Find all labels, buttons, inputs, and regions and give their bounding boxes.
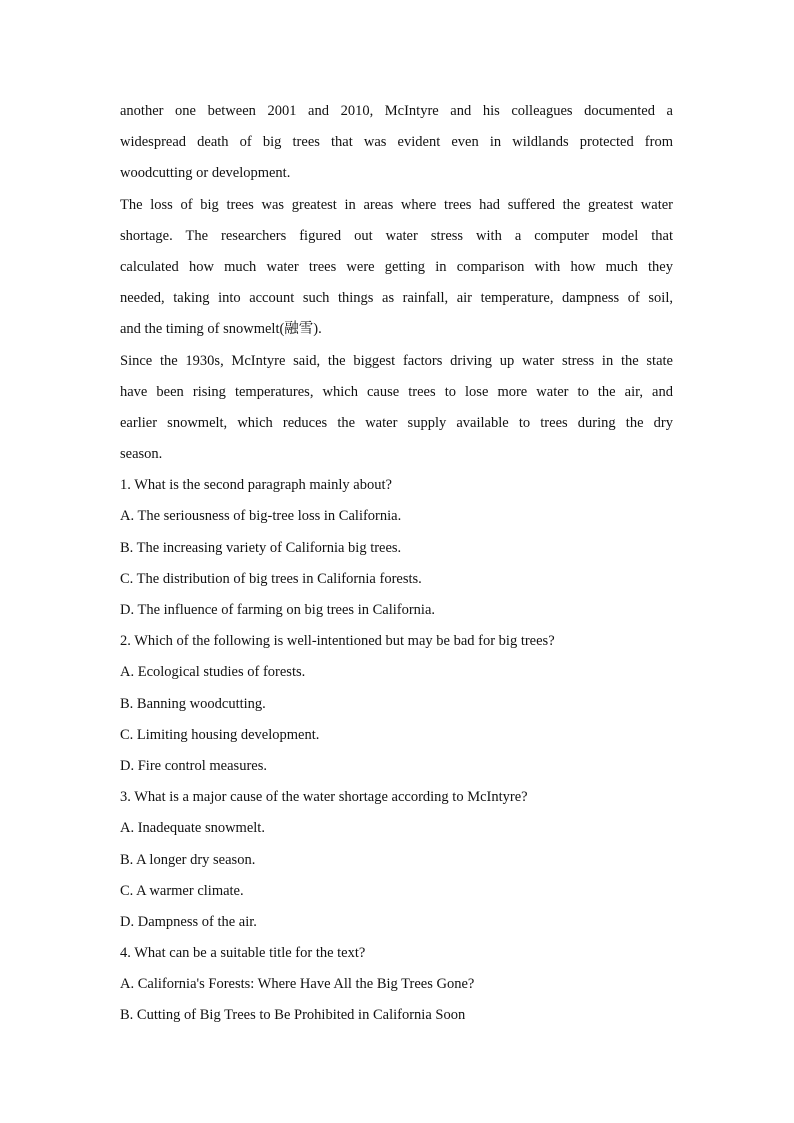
- question-1: [120, 470, 673, 626]
- option-d: D. Dampness of the air.: [120, 913, 257, 930]
- passage-paragraph-1: [120, 96, 673, 190]
- option-a: A. Ecological studies of forests.: [120, 664, 306, 681]
- text-line: The loss of big trees was greatest in areas where trees had suffered the greatest water: [120, 196, 673, 213]
- option-b: B. Banning woodcutting.: [120, 695, 266, 712]
- question-2: [120, 626, 673, 782]
- question-4: [120, 938, 673, 1032]
- option-c: C. Limiting housing development.: [120, 726, 320, 743]
- question-stem: 1. What is the second paragraph mainly about?: [120, 477, 392, 494]
- question-stem: 2. Which of the following is well-intentioned but may be bad for big trees?: [120, 633, 555, 650]
- question-stem: 3. What is a major cause of the water shortage according to McIntyre?: [120, 789, 528, 806]
- option-c: C. A warmer climate.: [120, 882, 244, 899]
- text-line: have been rising temperatures, which cause trees to lose more water to the air, and: [120, 383, 673, 400]
- text-line: another one between 2001 and 2010, McIntyre and his colleagues documented a: [120, 103, 673, 119]
- text-line: shortage. The researchers figured out water stress with a computer model that: [120, 227, 673, 244]
- option-c: C. The distribution of big trees in California forests.: [120, 570, 422, 587]
- question-3: [120, 782, 673, 938]
- option-b: B. Cutting of Big Trees to Be Prohibited in California Soon: [120, 1007, 466, 1024]
- option-d: D. The influence of farming on big trees in California.: [120, 602, 436, 618]
- text-line: and the timing of snowmelt(融雪).: [120, 321, 322, 338]
- option-b: B. The increasing variety of California big trees.: [120, 539, 402, 556]
- option-d: D. Fire control measures.: [120, 757, 267, 774]
- text-line: widespread death of big trees that was evident even in wildlands protected from: [120, 134, 673, 151]
- passage-paragraph-3: [120, 346, 673, 471]
- question-stem: 4. What can be a suitable title for the text?: [120, 945, 366, 962]
- passage-paragraph-2: [120, 190, 673, 346]
- text-line: needed, taking into account such things as rainfall, air temperature, dampness of soil,: [120, 290, 673, 307]
- text-line: season.: [120, 446, 163, 463]
- option-a: A. The seriousness of big-tree loss in California.: [120, 508, 402, 525]
- text-line: Since the 1930s, McIntyre said, the biggest factors driving up water stress in the state: [120, 352, 673, 369]
- text-line: earlier snowmelt, which reduces the water supply available to trees during the dry: [120, 414, 673, 431]
- option-b: B. A longer dry season.: [120, 851, 256, 868]
- text-line: calculated how much water trees were getting in comparison with how much they: [120, 258, 673, 275]
- text-line: woodcutting or development.: [120, 165, 291, 182]
- document-page: [120, 96, 673, 1032]
- option-a: A. California's Forests: Where Have All the Big Trees Gone?: [120, 976, 475, 993]
- option-a: A. Inadequate snowmelt.: [120, 820, 265, 837]
